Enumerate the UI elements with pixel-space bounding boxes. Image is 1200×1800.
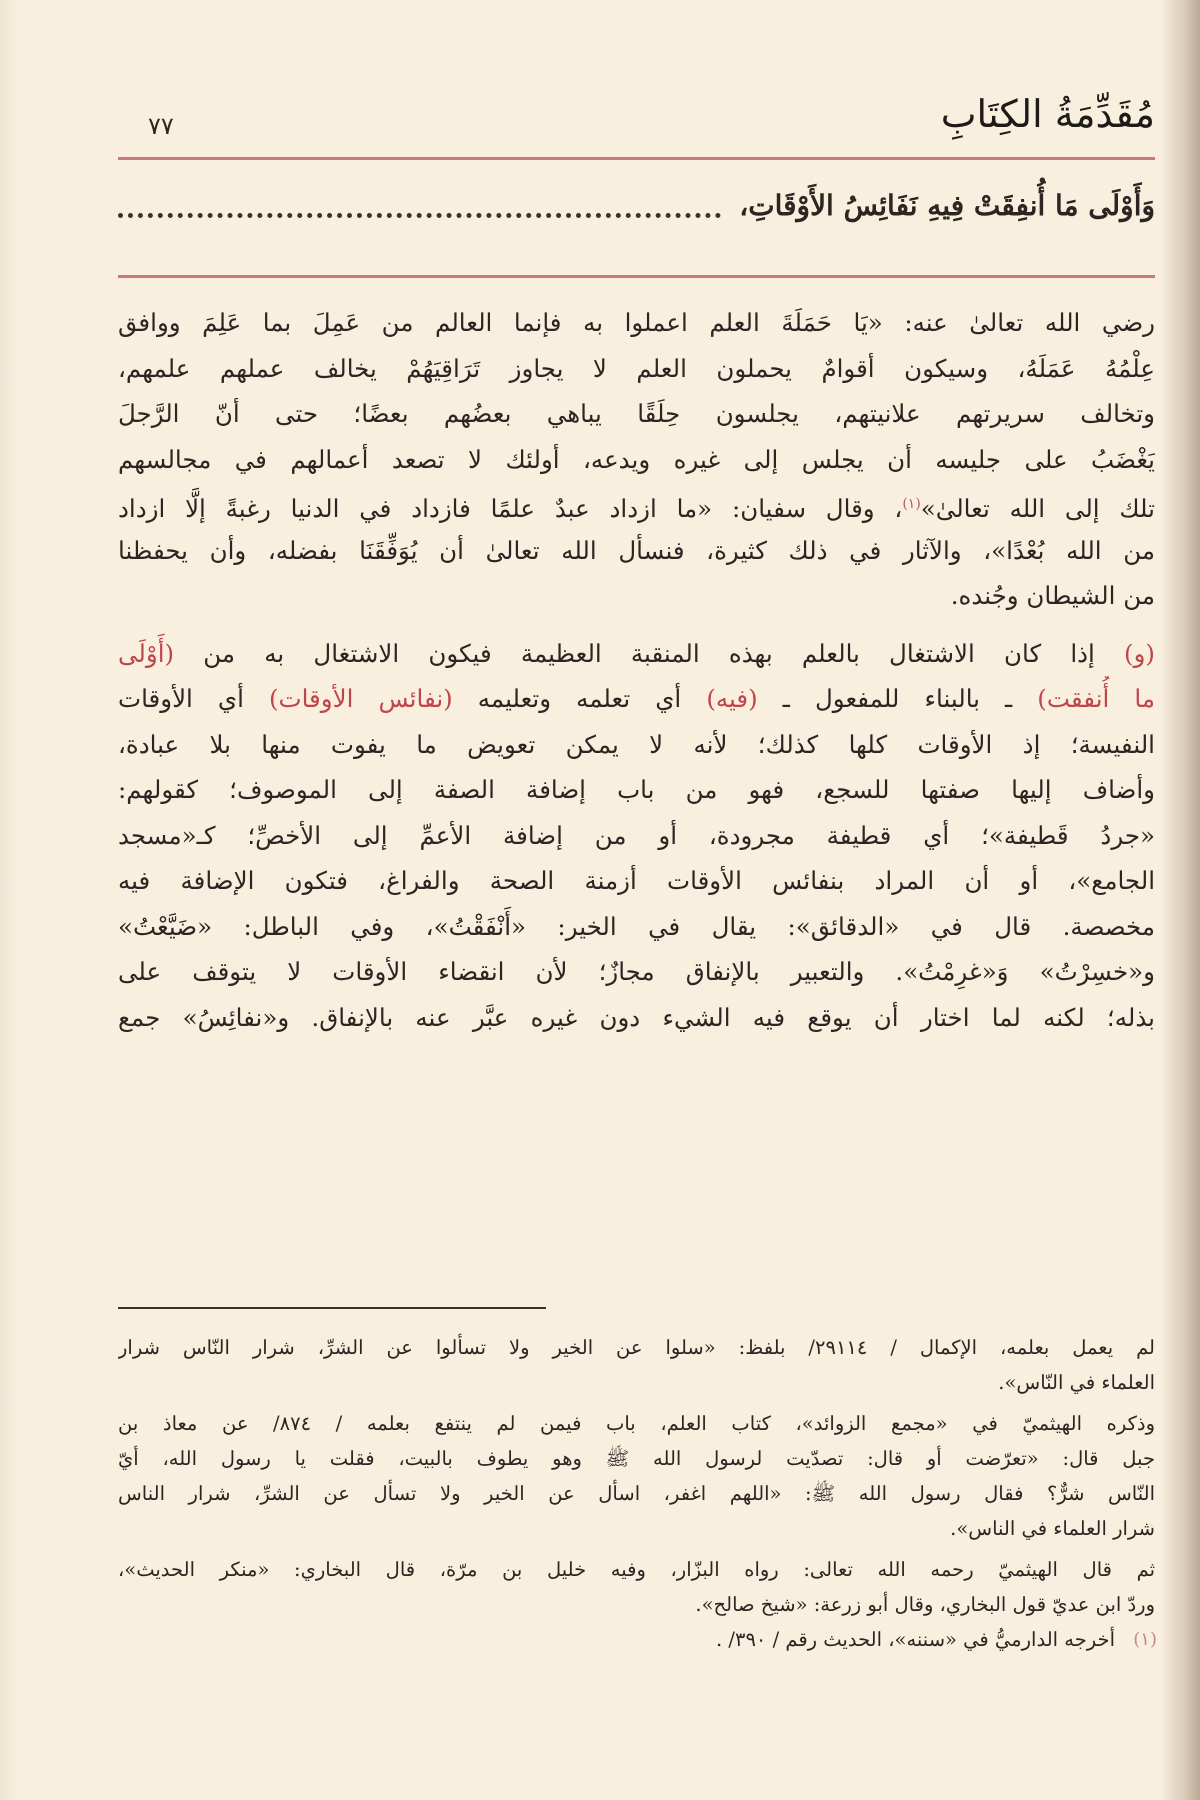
footnote-ref-1[interactable]: (١): [902, 496, 921, 512]
body-line: من الله بُعْدًا»، والآثار في ذلك كثيرة، فنسأل الله تعالىٰ أن يُوَفِّقَنَا بفضله، وأن يحفظنا: [118, 535, 1155, 565]
body-line: وتخالف سريرتهم علانيتهم، يجلسون حِلَقًا يباهي بعضُهم بعضًا؛ حتى أنّ الرَّجلَ: [118, 399, 1155, 428]
commentary-body: [118, 300, 1155, 1040]
matn-quote: (أَوْلَى: [118, 638, 175, 668]
running-head: [118, 92, 1155, 152]
matn-quote: (نفائس الأوقات): [268, 684, 453, 713]
footnote-line: أخرجه الدارميُّ في «سننه»، الحديث رقم / ٣٩٠/ .: [716, 1628, 1115, 1651]
footnote-line: العلماء في النّاس».: [998, 1371, 1155, 1394]
footnote-line: لم يعمل بعلمه، الإكمال / ٢٩١١٤/ بلفظ: «سلوا عن الخير ولا تسألوا عن الشرِّ، شرار النّاس شرار: [118, 1336, 1155, 1359]
body-line: و«خسِرْتُ» وَ«غرِمْتُ». والتعبير بالإنفاق مجازٌ؛ لأن انقضاء الأوقات لا يتوقف على: [118, 957, 1155, 986]
body-text-fragment: تلك إلى الله تعالىٰ»: [920, 494, 1155, 524]
body-line: بذله؛ لكنه لما اختار أن يوقع فيه الشيء دون غيره عبَّر عنه بالإنفاق. و«نفائِسُ» جمع: [118, 1002, 1155, 1032]
body-line: رضي الله تعالىٰ عنه: «يَا حَمَلَةَ العلم اعملوا به فإنما العالم من عَمِلَ بما عَلِمَ ووافق: [118, 308, 1155, 337]
footnote-line: وردّ ابن عديّ قول البخاري، وقال أبو زرعة: «شيخ صالح».: [695, 1593, 1155, 1616]
page-number: ٧٧: [148, 112, 174, 140]
body-line: الجامع»، أو أن المراد بنفائس الأوقات أزمنة الصحة والفراغ، فتكون الإضافة فيه: [118, 866, 1155, 895]
body-text-fragment: أي تعلمه وتعليمه: [452, 684, 707, 713]
body-line: النفيسة؛ إذ الأوقات كلها كذلك؛ لأنه لا يمكن تعويض ما يفوت منها بلا عبادة،: [118, 729, 1155, 759]
footnote-1: [118, 1622, 1155, 1657]
body-line: وأضاف إليها صفتها للسجع، فهو من باب إضافة الصفة إلى الموصوف؛ كقولهم:: [118, 775, 1155, 804]
page-edge-shade: [1160, 0, 1200, 1800]
chapter-title: مُقَدِّمَةُ الكِتَابِ: [940, 92, 1155, 136]
footnotes: [118, 1330, 1155, 1657]
body-line: عِلْمُهُ عَمَلَهُ، وسيكون أقوامٌ يحملون العلم لا يجاوز تَرَاقِيَهُمْ يخالف عملهم علمهم،: [118, 353, 1155, 383]
body-text-fragment: إذا كان الاشتغال بالعلم بهذه المنقبة العظيمة فيكون الاشتغال به من: [174, 638, 1125, 668]
body-text-fragment: أي الأوقات: [118, 684, 269, 713]
matn-line: [118, 180, 1155, 230]
header-rule: [118, 157, 1155, 160]
body-text-fragment: ـ بالبناء للمفعول ـ: [757, 684, 1038, 713]
matn-quote: ما أُنفقت): [1037, 684, 1155, 713]
footnote-line: شرار العلماء في الناس».: [950, 1517, 1155, 1540]
body-line: [118, 482, 1155, 528]
body-line: [118, 676, 1155, 722]
footnote-line: جبل قال: «تعرّضت أو قال: تصدّيت لرسول الله ﷺ وهو يطوف بالبيت، فقلت يا رسول الله، أيّ: [118, 1447, 1155, 1470]
paragraph-gap: [118, 619, 1155, 631]
matn-leader-dots: [118, 213, 721, 218]
footnote-separator: [118, 1307, 546, 1309]
matn-text: وَأَوْلَى مَا أُنفِقَتْ فِيهِ نَفَائِسُ الأَوْقَاتِ،: [739, 188, 1155, 222]
body-line: [118, 631, 1155, 677]
body-line: يَغْضَبُ على جليسه أن يجلس إلى غيره ويدعه، أولئك لا تصعد أعمالهم في مجالسهم: [118, 444, 1155, 474]
matn-separator-rule: [118, 275, 1155, 278]
matn-quote: (و): [1124, 638, 1155, 668]
footnote-line: النّاس شرٌّ؟ فقال رسول الله ﷺ: «اللهم اغفر، اسأل عن الخير ولا تسأل عن الشرِّ، شرار الناس: [118, 1482, 1155, 1505]
footnote-line: وذكره الهيثميّ في «مجمع الزوائد»، كتاب العلم، باب فيمن لم ينتفع بعلمه / ٨٧٤/ عن معاذ بن: [118, 1412, 1155, 1435]
footnote-marker-1[interactable]: (١): [1133, 1629, 1157, 1650]
body-line: من الشيطان وجُنده.: [950, 581, 1155, 610]
matn-quote: (فيه): [706, 684, 758, 713]
body-line: مخصصة. قال في «الدقائق»: يقال في الخير: «أَنْفَقْتُ»، وفي الباطل: «ضَيَّعْتُ»: [118, 911, 1155, 941]
footnote-line: ثم قال الهيثميّ رحمه الله تعالى: رواه البزّار، وفيه خليل بن مرّة، قال البخاري: «منكر الحديث»،: [118, 1558, 1155, 1581]
body-text-fragment: ، وقال سفيان: «ما ازداد عبدٌ علمًا فازداد في الدنيا رغبةً إلَّا ازداد: [118, 494, 903, 524]
body-line: «جردُ قَطيفة»؛ أي قطيفة مجرودة، أو من إضافة الأعمِّ إلى الأخصِّ؛ كـ«مسجد: [118, 820, 1155, 850]
page-gutter-shade: [0, 0, 20, 1800]
